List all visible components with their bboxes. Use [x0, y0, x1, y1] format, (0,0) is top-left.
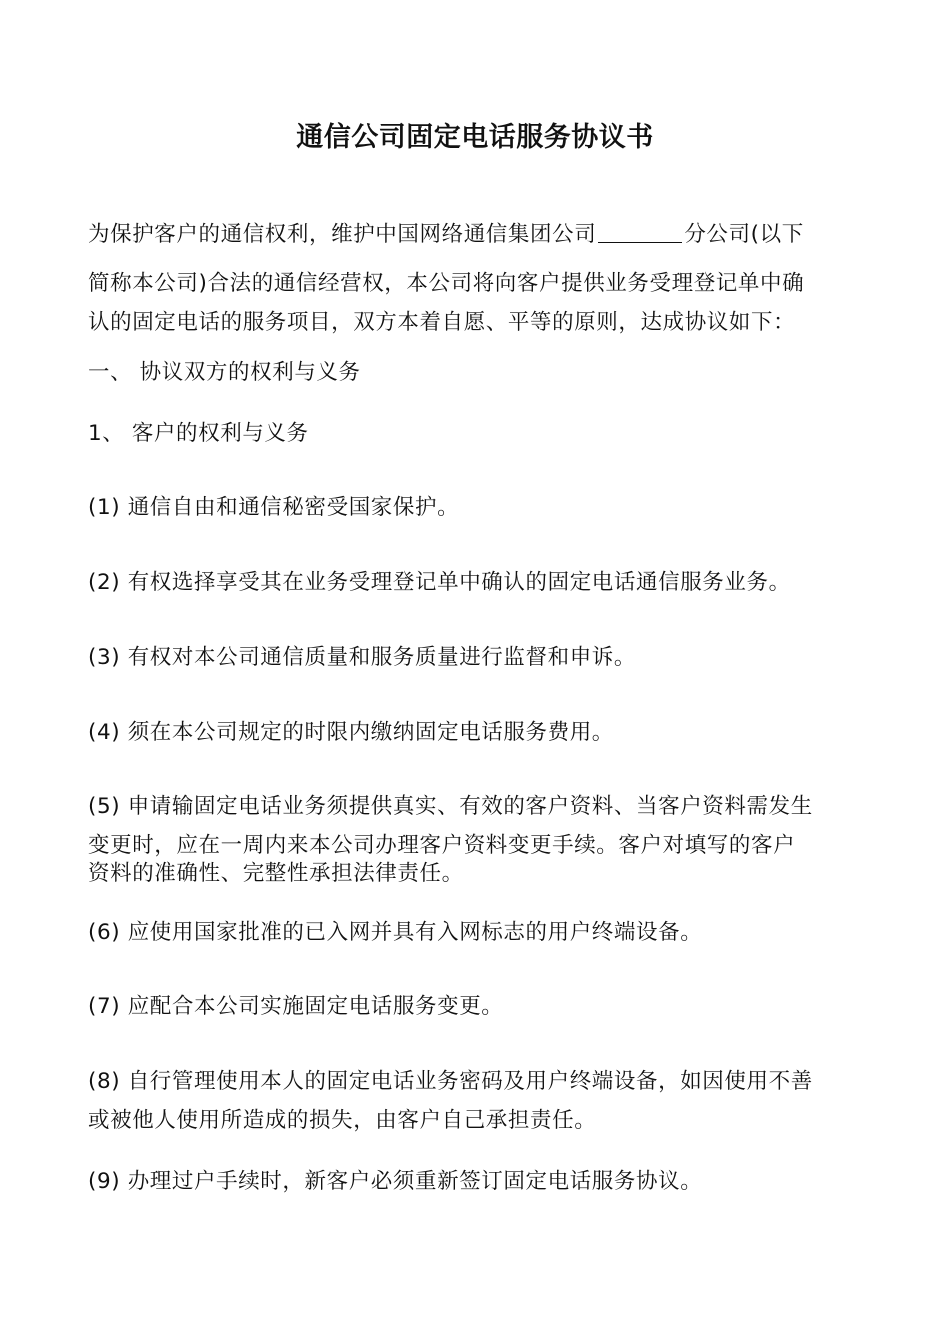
clause-item-5-line-3: 资料的准确性、完整性承担法律责任。: [88, 861, 464, 886]
clause-item-8-line-1: (8) 自行管理使用本人的固定电话业务密码及用户终端设备，如因使用不善: [88, 1069, 813, 1094]
clause-item-5-line-2: 变更时，应在一周内来本公司办理客户资料变更手续。客户对填写的客户: [88, 833, 796, 858]
clause-item-1: (1) 通信自由和通信秘密受国家保护。: [88, 495, 460, 520]
intro-line-2: 简称本公司)合法的通信经营权，本公司将向客户提供业务受理登记单中确: [88, 271, 805, 296]
intro-line-1: [88, 218, 868, 252]
clause-item-7: (7) 应配合本公司实施固定电话服务变更。: [88, 994, 504, 1019]
intro-text-before-blank: 为保护客户的通信权利，维护中国网络通信集团公司: [88, 222, 597, 247]
clause-item-4: (4) 须在本公司规定的时限内缴纳固定电话服务费用。: [88, 720, 614, 745]
intro-text-after-blank: 分公司(以下: [684, 222, 804, 247]
clause-item-5-line-1: (5) 申请输固定电话业务须提供真实、有效的客户资料、当客户资料需发生: [88, 794, 813, 819]
clause-item-6: (6) 应使用国家批准的已入网并具有入网标志的用户终端设备。: [88, 920, 703, 945]
clause-item-3: (3) 有权对本公司通信质量和服务质量进行监督和申诉。: [88, 645, 636, 670]
clause-item-9: (9) 办理过户手续时，新客户必须重新签订固定电话服务协议。: [88, 1169, 703, 1194]
section-heading: 一、 协议双方的权利与义务: [88, 360, 361, 385]
document-title: 通信公司固定电话服务协议书: [296, 122, 654, 153]
clause-item-2: (2) 有权选择享受其在业务受理登记单中确认的固定电话通信服务业务。: [88, 570, 791, 595]
intro-line-3: 认的固定电话的服务项目，双方本着自愿、平等的原则，达成协议如下：: [88, 310, 796, 335]
branch-name-blank: [598, 220, 682, 243]
subsection-heading: 1、 客户的权利与义务: [88, 421, 309, 446]
clause-item-8-line-2: 或被他人使用所造成的损失，由客户自己承担责任。: [88, 1108, 597, 1133]
